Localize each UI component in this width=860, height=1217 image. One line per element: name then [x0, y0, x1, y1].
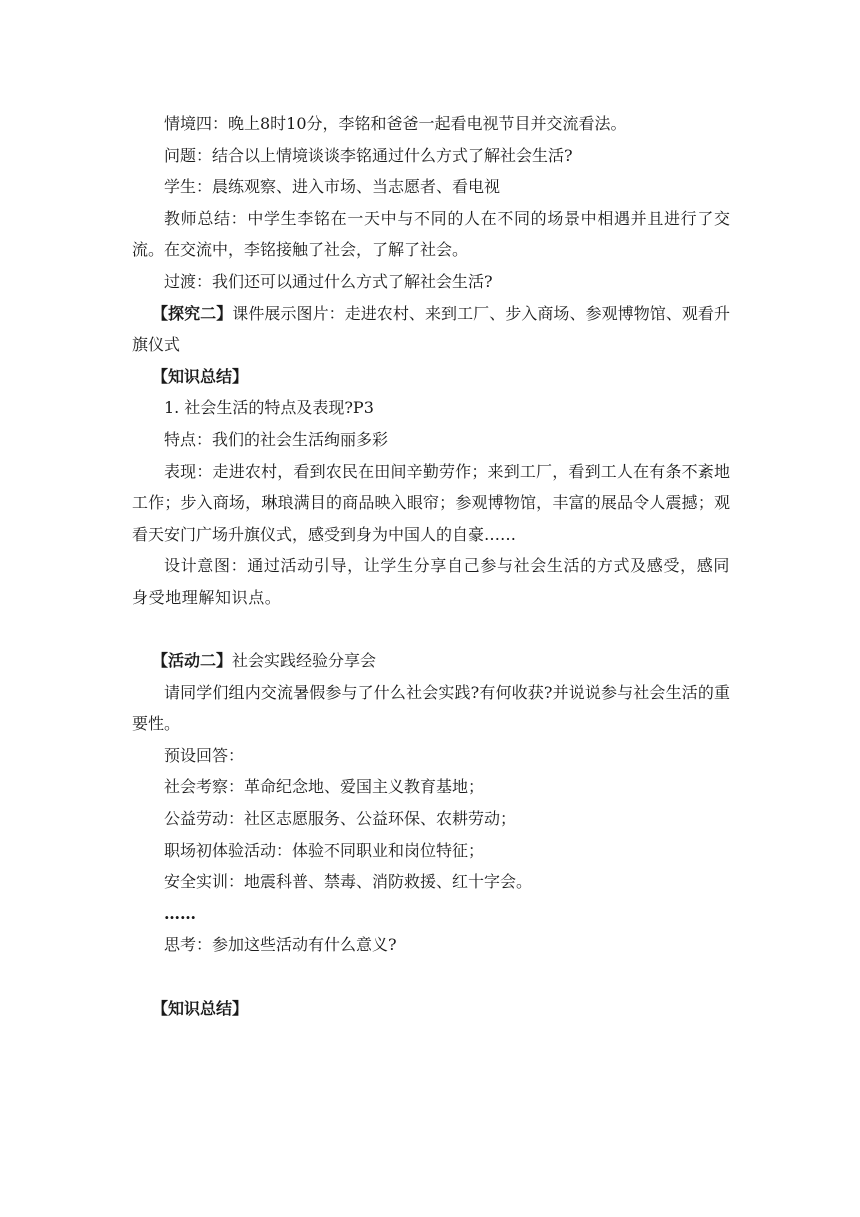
knowledge-summary-heading-2: 【知识总结】 — [152, 998, 249, 1018]
public-labor-item: 公益劳动：社区志愿服务、公益环保、农耕劳动； — [164, 809, 517, 829]
preset-answer-label: 预设回答： — [164, 745, 245, 765]
ellipsis-line: …… — [164, 903, 196, 923]
safety-training-item: 安全实训：地震科普、禁毒、消防救援、红十字会。 — [164, 872, 533, 892]
activity-two-prompt: 请同学们组内交流暑假参与了什么社会实践?有何收获?并说说参与社会生活的重要性。 — [132, 682, 730, 734]
explore-two-paragraph — [132, 298, 730, 361]
social-survey-item: 社会考察：革命纪念地、爱国主义教育基地； — [164, 777, 485, 797]
knowledge-summary-heading-1: 【知识总结】 — [152, 366, 249, 386]
document-body — [132, 108, 730, 1024]
activity-two-text: 社会实践经验分享会 — [232, 651, 377, 671]
blank-line-2 — [132, 961, 730, 993]
activity-two-tag: 【活动二】 — [152, 651, 233, 671]
teacher-summary-paragraph: 教师总结：中学生李铭在一天中与不同的人在不同的场景中相遇并且进行了交流。在交流中，李铭接触了社会，了解了社会。 — [132, 208, 730, 260]
scene-four-paragraph: 情境四：晚上8时10分，李铭和爸爸一起看电视节目并交流看法。 — [164, 114, 627, 133]
blank-line — [132, 614, 730, 646]
transition-paragraph: 过渡：我们还可以通过什么方式了解社会生活? — [164, 271, 493, 291]
explore-two-tag: 【探究二】 — [152, 303, 233, 323]
student-answer-paragraph: 学生：晨练观察、进入市场、当志愿者、看电视 — [164, 177, 501, 197]
career-experience-item: 职场初体验活动：体验不同职业和岗位特征； — [164, 840, 485, 860]
performance-paragraph: 表现：走进农村，看到农民在田间辛勤劳作；来到工厂，看到工人在有条不紊地工作；步入商场，琳琅满目的商品映入眼帘；参观博物馆，丰富的展品令人震撼；观看天安门广场升旗仪式，感受到身为中国人的自豪…… — [132, 461, 730, 544]
question-paragraph: 问题：结合以上情境谈谈李铭通过什么方式了解社会生活? — [164, 145, 573, 165]
design-intent-paragraph: 设计意图：通过活动引导，让学生分享自己参与社会生活的方式及感受，感同身受地理解知识点。 — [132, 556, 730, 607]
point-one-title: 1. 社会生活的特点及表现?P3 — [164, 398, 374, 418]
think-paragraph: 思考：参加这些活动有什么意义? — [164, 935, 397, 955]
activity-two-paragraph — [132, 645, 730, 677]
explore-two-text: 课件展示图片：走进农村、来到工厂、步入商场、参观博物馆、观看升旗仪式 — [132, 303, 730, 355]
feature-paragraph: 特点：我们的社会生活绚丽多彩 — [164, 429, 389, 449]
